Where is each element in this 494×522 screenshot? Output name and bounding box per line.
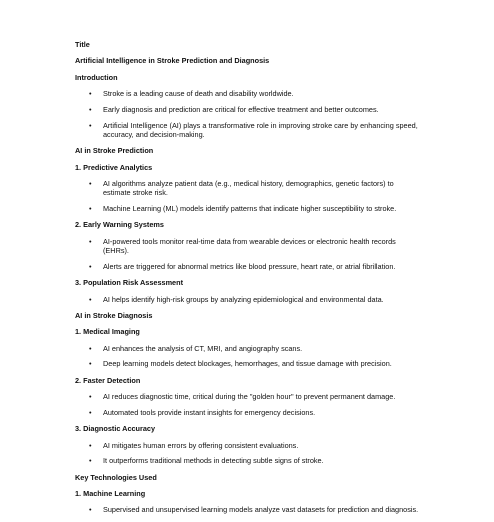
subsection-list: [75, 441, 420, 466]
document-title: Artificial Intelligence in Stroke Prediction and Diagnosis: [75, 56, 270, 66]
title-label: Title: [75, 40, 90, 49]
list-item: • Automated tools provide instant insights for emergency decisions.: [75, 408, 423, 417]
list-item: • Machine Learning (ML) models identify patterns that indicate higher susceptibility to stroke.: [75, 204, 423, 213]
subsection-heading: 1. Medical Imaging: [75, 327, 140, 337]
introduction-list: [75, 89, 420, 139]
document-body: [75, 40, 420, 522]
subsection-list: [75, 179, 420, 213]
list-item: • AI reduces diagnostic time, critical during the "golden hour" to prevent permanent damage.: [75, 392, 423, 401]
list-item: • Artificial Intelligence (AI) plays a transformative role in improving stroke care by enhancing speed, accuracy, and decision-making.: [75, 121, 423, 140]
section-heading-diagnosis: AI in Stroke Diagnosis: [75, 310, 153, 320]
subsection-heading: 3. Diagnostic Accuracy: [75, 424, 156, 434]
list-item: • Alerts are triggered for abnormal metrics like blood pressure, heart rate, or atrial fibrillation.: [75, 262, 423, 271]
list-item: • Deep learning models detect blockages, hemorrhages, and tissue damage with precision.: [75, 359, 423, 368]
list-item: • AI-powered tools monitor real-time data from wearable devices or electronic health records (EHRs).: [75, 237, 423, 256]
subsection-list: [75, 295, 420, 304]
list-item: • AI helps identify high-risk groups by analyzing epidemiological and environmental data.: [75, 295, 423, 304]
list-item: • It outperforms traditional methods in detecting subtle signs of stroke.: [75, 456, 423, 465]
subsection-heading: 2. Early Warning Systems: [75, 220, 164, 230]
list-item: • AI mitigates human errors by offering consistent evaluations.: [75, 441, 423, 450]
section-heading-prediction: AI in Stroke Prediction: [75, 146, 154, 156]
list-item: • AI algorithms analyze patient data (e.g., medical history, demographics, genetic factors) to estimate stroke risk.: [75, 179, 423, 198]
subsection-list: [75, 237, 420, 271]
subsection-heading: 1. Machine Learning: [75, 489, 146, 499]
list-item: • Stroke is a leading cause of death and disability worldwide.: [75, 89, 423, 98]
section-heading-technologies: Key Technologies Used: [75, 472, 157, 482]
subsection-heading: 1. Predictive Analytics: [75, 162, 153, 172]
list-item: • Supervised and unsupervised learning models analyze vast datasets for prediction and diagnosis.: [75, 505, 423, 514]
subsection-list: [75, 344, 420, 369]
list-item: • AI enhances the analysis of CT, MRI, and angiography scans.: [75, 344, 423, 353]
list-item: • Early diagnosis and prediction are critical for effective treatment and better outcomes.: [75, 105, 423, 114]
subsection-list: [75, 505, 420, 514]
subsection-list: [75, 392, 420, 417]
section-heading-introduction: Introduction: [75, 72, 118, 82]
subsection-heading: 2. Faster Detection: [75, 375, 141, 385]
subsection-heading: 3. Population Risk Assessment: [75, 278, 183, 288]
